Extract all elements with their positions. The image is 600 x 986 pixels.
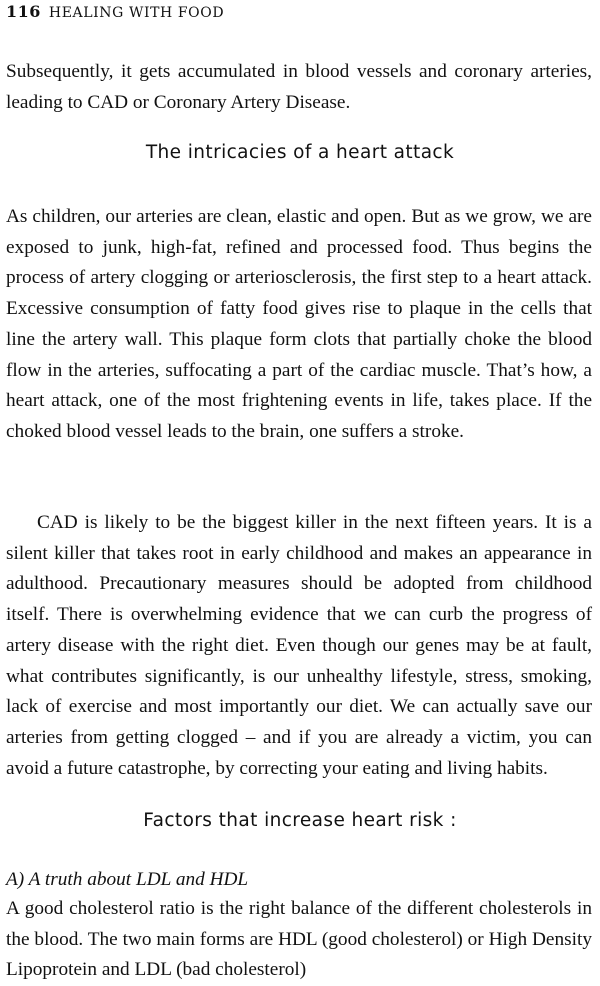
section-heading-risk-factors: Factors that increase heart risk :	[143, 810, 457, 831]
section-heading-heart-attack: The intricacies of a heart attack	[145, 142, 455, 163]
running-header	[6, 2, 224, 21]
paragraph-heart-attack: As children, our arteries are clean, elastic and open. But as we grow, we are exposed to junk, high-fat, refined and processed food. Thus begins the process of artery clogging or arteriosclerosis, the first step to a heart attack. Excessive consumption of fatty food gives rise to plaque in the cells that line the artery wall. This plaque form clots that partially choke the blood flow in the arteries, suffocating a part of the cardiac muscle. That’s how, a heart attack, one of the most frightening events in life, takes place. If the choked blood vessel leads to the brain, one suffers a stroke.	[6, 206, 592, 442]
paragraph-ldl-hdl: A good cholesterol ratio is the right balance of the different cholesterols in the blood. The two main forms are HDL (good cholesterol) or High Density Lipoprotein and LDL (bad cholesterol)	[6, 898, 592, 981]
paragraph-cad: CAD is likely to be the biggest killer in the next fifteen years. It is a silent killer that takes root in early childhood and makes an appearance in adulthood. Precautionary measures should be adopted from childhood itself. There is overwhelming evidence that we can curb the progress of artery disease with the right diet. Even though our genes may be at fault, what contributes significantly, is our unhealthy lifestyle, stress, smoking, lack of exercise and most importantly our diet. We can actually save our arteries from getting clogged – and if you are already a victim, you can avoid a future catastrophe, by correcting your eating and living habits.	[6, 512, 592, 779]
subheading-ldl-hdl: A) A truth about LDL and HDL	[6, 869, 249, 890]
running-title: HEALING WITH FOOD	[48, 5, 225, 21]
page-number: 116	[6, 2, 41, 21]
paragraph-intro: Subsequently, it gets accumulated in blood vessels and coronary arteries, leading to CAD or Coronary Artery Disease.	[6, 61, 592, 113]
